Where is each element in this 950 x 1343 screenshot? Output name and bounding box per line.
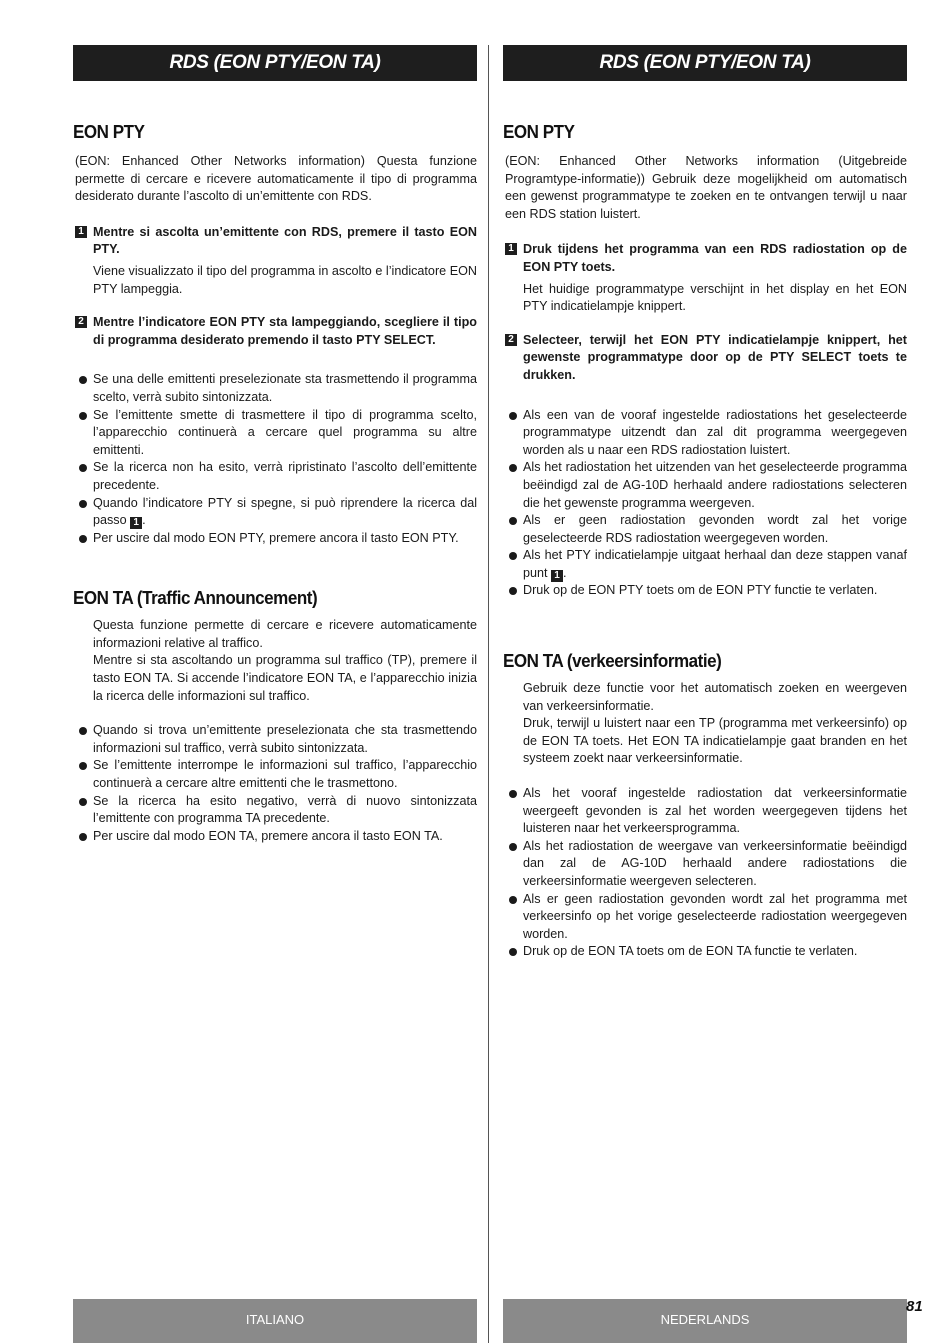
bullet-icon	[79, 535, 87, 543]
list-item: Se l’emittente smette di trasmettere il tipo di programma scelto, l’apparecchio continuerà a cercare quel programma su altre emittenti.	[73, 407, 477, 460]
bullet-icon	[509, 948, 517, 956]
step-description: Het huidige programmatype verschijnt in het display en het EON PTY indicatielampje knippert.	[523, 281, 907, 314]
list-item: Als het vooraf ingestelde radiostation dat verkeersinformatie weergeeft gevonden is zal het worden weergegeven tijdens het luisteren naar het verkeersprogramma.	[503, 785, 907, 838]
eon-pty-notes	[503, 407, 907, 601]
bullet-icon	[79, 727, 87, 735]
bullet-icon	[79, 798, 87, 806]
step-reference: 1	[130, 517, 142, 529]
eon-ta-notes	[73, 722, 477, 845]
list-item: Quando si trova un’emittente preselezionata che sta trasmettendo informazioni sul traffico, verrà subito sintonizzata.	[73, 722, 477, 757]
eon-pty-heading: EON PTY	[73, 121, 145, 142]
step-instruction: Mentre l’indicatore EON PTY sta lampeggiando, scegliere il tipo di programma desiderato premendo il tasto PTY SELECT.	[93, 315, 477, 347]
list-item: Als het PTY indicatielampje uitgaat herhaal dan deze stappen vanaf punt 1 .	[503, 547, 907, 582]
language-footer: ITALIANO	[73, 1299, 477, 1343]
bullet-icon	[79, 833, 87, 841]
eon-ta-intro: Questa funzione permette di cercare e ricevere automaticamente informazioni relative al traffico.	[93, 618, 477, 650]
section-header: RDS (EON PTY/EON TA)	[503, 45, 907, 81]
step-number: 1	[505, 243, 517, 255]
step-1	[503, 241, 907, 315]
bullet-icon	[79, 376, 87, 384]
list-item: Druk op de EON PTY toets om de EON PTY functie te verlaten.	[503, 582, 907, 600]
column-divider	[488, 45, 489, 1343]
step-reference: 1	[551, 570, 563, 582]
list-item: Per uscire dal modo EON PTY, premere ancora il tasto EON PTY.	[73, 530, 477, 548]
eon-ta-intro-2: Mentre si sta ascoltando un programma sul traffico (TP), premere il tasto EON TA. Si accende l’indicatore EON TA, e l’apparecchio inizia la ricerca delle informazioni sul traffico.	[93, 653, 477, 703]
step-2	[73, 314, 477, 349]
bullet-icon	[79, 464, 87, 472]
dutch-column	[503, 45, 907, 961]
italian-column	[73, 45, 477, 845]
list-item: Se una delle emittenti preselezionate sta trasmettendo il programma scelto, verrà subito sintonizzata.	[73, 371, 477, 406]
list-item: Per uscire dal modo EON TA, premere ancora il tasto EON TA.	[73, 828, 477, 846]
list-item: Als een van de vooraf ingestelde radiostations het geselecteerde programmatype uitzendt dan zal dit programma weergegeven worden als u naar een RDS radiostation luistert.	[503, 407, 907, 460]
eon-ta-heading: EON TA (Traffic Announcement)	[73, 587, 318, 609]
bullet-icon	[509, 896, 517, 904]
eon-pty-intro: (EON: Enhanced Other Networks information) Questa funzione permette di cercare e ricevere automaticamente il tipo di programma desiderato durante l’ascolto di un’emittente con RDS.	[75, 154, 477, 204]
list-item: Druk op de EON TA toets om de EON TA functie te verlaten.	[503, 943, 907, 961]
step-description: Viene visualizzato il tipo del programma in ascolto e l’indicatore EON PTY lampeggia.	[93, 263, 477, 296]
step-2	[503, 332, 907, 385]
list-item: Als het radiostation het uitzenden van het geselecteerde programma beëindigd zal de AG-10D herhaald andere radiostations selecteren die het gewenste programma weergeven.	[503, 459, 907, 512]
step-number: 2	[505, 334, 517, 346]
list-item: Se la ricerca non ha esito, verrà ripristinato l’ascolto dell’emittente precedente.	[73, 459, 477, 494]
language-footer: NEDERLANDS	[503, 1299, 907, 1343]
eon-pty-intro: (EON: Enhanced Other Networks information (Uitgebreide Programtype-informatie)) Gebruik deze mogelijkheid om automatisch een gewenst programmatype te zoeken en te ontvangen terwijl u naar een RDS station luistert.	[505, 154, 907, 221]
eon-ta-intro-2: Druk, terwijl u luistert naar een TP (programma met verkeersinfo) op de EON TA toets. Het EON TA indicatielampje gaat branden en het systeem zoekt naar verkeersinformatie.	[523, 716, 907, 766]
list-item: Se la ricerca ha esito negativo, verrà di nuovo sintonizzata l’emittente con programma TA precedente.	[73, 793, 477, 828]
list-item: Se l’emittente interrompe le informazioni sul traffico, l’apparecchio continuerà a cercare altre emittenti che le trasmettono.	[73, 757, 477, 792]
bullet-icon	[79, 500, 87, 508]
list-item: Als er geen radiostation gevonden wordt zal het programma met verkeersinfo op het vorige geselecteerde radiostation weergegeven worden.	[503, 891, 907, 944]
page-number: 81	[906, 1298, 923, 1315]
step-instruction: Selecteer, terwijl het EON PTY indicatielampje knippert, het gewenste programmatype door op de PTY SELECT toets te drukken.	[523, 332, 907, 382]
section-header: RDS (EON PTY/EON TA)	[73, 45, 477, 81]
eon-ta-intro: Gebruik deze functie voor het automatisch zoeken en weergeven van verkeersinformatie.	[523, 681, 907, 713]
step-instruction: Mentre si ascolta un’emittente con RDS, premere il tasto EON PTY.	[93, 224, 477, 257]
bullet-icon	[509, 412, 517, 420]
eon-ta-heading: EON TA (verkeersinformatie)	[503, 650, 722, 672]
step-instruction: Druk tijdens het programma van een RDS radiostation op de EON PTY toets.	[523, 242, 907, 274]
bullet-icon	[509, 552, 517, 560]
step-number: 1	[75, 226, 87, 238]
step-1	[73, 224, 477, 298]
bullet-icon	[509, 587, 517, 595]
bullet-icon	[79, 762, 87, 770]
list-item: Als er geen radiostation gevonden wordt zal het vorige geselecteerde RDS radiostation weergegeven worden.	[503, 512, 907, 547]
list-item: Quando l’indicatore PTY si spegne, si può riprendere la ricerca dal passo 1 .	[73, 495, 477, 530]
bullet-icon	[509, 843, 517, 851]
list-item: Als het radiostation de weergave van verkeersinformatie beëindigd dan zal de AG-10D herhaald andere radiostations die verkeersinformatie weergeven selecteren.	[503, 838, 907, 891]
bullet-icon	[79, 412, 87, 420]
bullet-icon	[509, 790, 517, 798]
eon-pty-heading: EON PTY	[503, 121, 575, 142]
eon-pty-notes	[73, 371, 477, 547]
eon-ta-notes	[503, 785, 907, 961]
step-number: 2	[75, 316, 87, 328]
bullet-icon	[509, 464, 517, 472]
bullet-icon	[509, 517, 517, 525]
